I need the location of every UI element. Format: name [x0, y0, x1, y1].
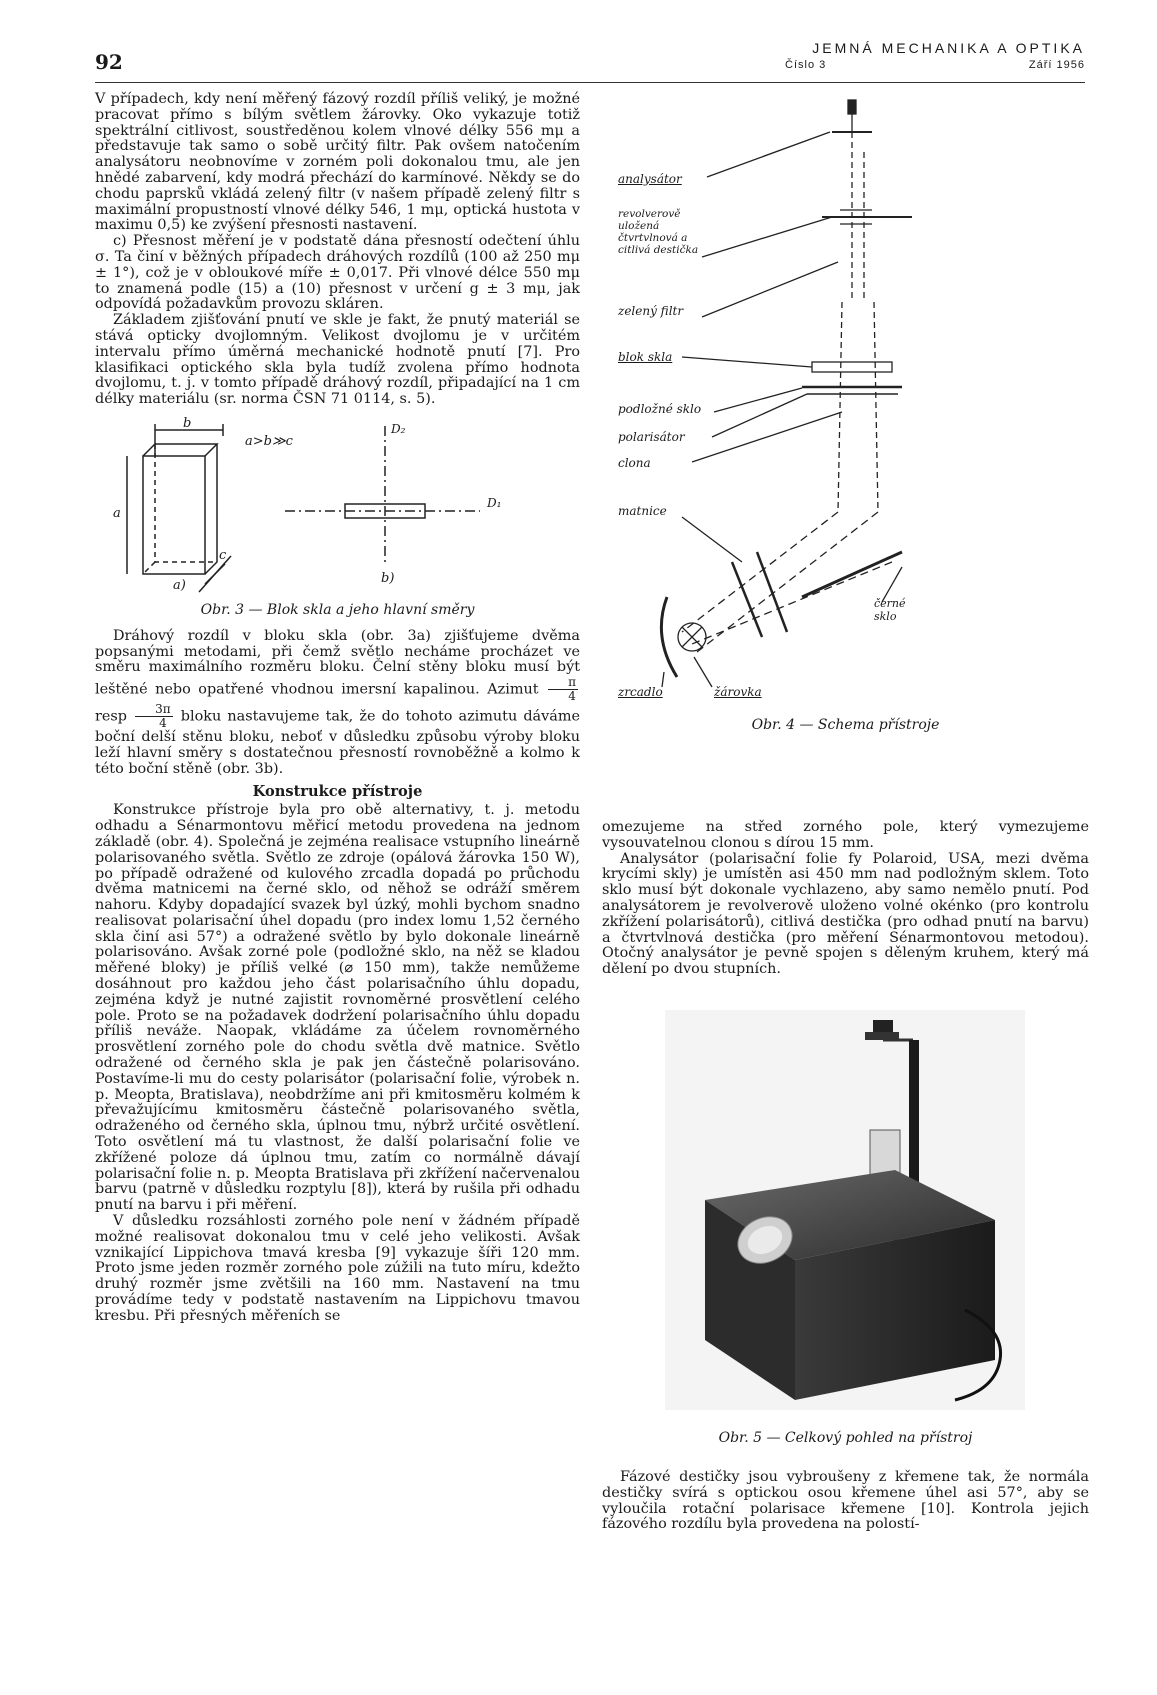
text-run: bloku nastavujeme tak, že do tohoto azimutu dáváme boční delší stěnu bloku, neboť v důsledku způsobu výroby bloku leží hlavní směry s dostatečnou přesností rovnoběžně a kolmo k této boční stěně (obr. 3b).	[95, 708, 581, 777]
fig3-label-c: c	[219, 547, 227, 563]
fig4-label-aperture: clona	[618, 456, 651, 470]
paragraph: Konstrukce přístroje byla pro obě alternativy, t. j. metodu odhadu a Sénarmontovu měřicí metodu provedena na jednom základě (obr. 4). Společná je zejména realisace vstupního lineárně polarisovaného světla. Světlo ze zdroje (opálová žárovka 150 W), po případě odražené od kulového zrcadla dopadá po průchodu dvěma matnicemi na černé sklo, od něhož se odráží směrem nahoru. Kdyby dopadající svazek byl úzký, mohli bychom snadno realisovat polarisační úhel dopadu (pro index lomu 1,52 černého skla činí asi 57°) a odražené světlo by bylo dokonale lineárně polarisováno. Avšak zorné pole (podložné sklo, na něž se kladou měřené bloky) je příliš velké (⌀ 150 mm), takže nemůžeme dosáhnout pro každou jeho část polarisačního úhlu dopadu, zejména když je nutné zajistit rovnoměrné prosvětlení celého pole. Proto se na požadavek dodržení polarisačního úhlu dopadu příliš neváže. Naopak, vkládáme za účelem rovnoměrného prosvětlení zorného pole do chodu světla dvě matnice. Světlo odražené od černého skla je pak jen částečně polarisováno. Postavíme-li mu do cesty polarisátor (polarisační folie, výrobek n. p. Meopta, Bratislava), neobdržíme ani při kmitosměru kolmém k převažujícímu kmitosměru částečně polarisovaného světla, odraženého od černého skla, úplnou tmu, nýbrž určité osvětlení. Toto osvětlení má tu vlastnost, že další polarisační folie ve zkřížené poloze dá úplnou tmu, zatím co normálně dávají polarisační folie n. p. Meopta Bratislava při zkřížení načervenalou barvu (patrně v důsledku rozptylu [8]), která by rušila při odhadu pnutí na barvu i při měření.	[95, 802, 580, 1214]
fig4-label-analysator: analysátor	[618, 172, 682, 186]
journal-meta	[785, 59, 1085, 71]
fig4-label-matnice: matnice	[618, 504, 667, 518]
text-run: resp	[95, 708, 127, 725]
fig3-d1: D₁	[487, 495, 502, 510]
fig3-label-b: b	[183, 415, 192, 431]
fraction-pi-4	[548, 676, 578, 703]
fraction-numerator: 3π	[135, 703, 173, 717]
paragraph: Základem zjišťování pnutí ve skle je fakt, že pnutý materiál se stává opticky dvojlomným. Velikost dvojlomu je v určitém intervalu přímo úměrná mechanické hodnotě pnutí [7]. Pro klasifikaci optického skla byla tudíž zvolena přímo hodnota dvojlomu, t. j. v tomto případě dráhový rozdíl, připadající na 1 cm délky materiálu (sr. norma ČSN 71 0114, s. 5).	[95, 312, 580, 408]
paragraph: V důsledku rozsáhlosti zorného pole není v žádném případě možné realisovat dokonalou tmu v celé jeho velikosti. Avšak vznikající Lippichova tmavá kresba [9] vykazuje šíři 120 mm. Proto jsme jeden rozměr zorného pole zúžili na tuto míru, kdežto druhý rozměr jsme zvětšili na 160 mm. Nastavení na tmu provádíme tedy v podstatě nastavením na Lippichovu tmavou kresbu. Při přesných měřeních se	[95, 1213, 580, 1324]
paragraph: Fázové destičky jsou vybroušeny z křemene tak, že normála destičky svírá s optickou osou křemene úhel asi 57°, aby se vyloučila rotační polarisace křemene [10]. Kontrola jejich fázového rozdílu byla provedena na polostí-	[602, 1469, 1089, 1533]
journal-header	[785, 40, 1085, 71]
paragraph: Analysátor (polarisační folie fy Polaroid, USA, mezi dvěma krycími skly) je umístěn asi 450 mm nad podložným sklem. Toto sklo musí být dokonale vychlazeno, aby samo nemělo pnutí. Pod analysátorem je revolverově uloženo volné okénko (pro kontrolu zkřížení polarisátorů), citlivá destička (pro odhad pnutí na barvu) a čtvrtvlnová destička (pro měření Sénarmontovou metodou). Otočný analysátor je pevně spojen s děleným kruhem, který má dělení po dvou stupních.	[602, 850, 1089, 978]
figure-3	[95, 416, 580, 601]
fraction-numerator: π	[548, 676, 578, 690]
paragraph: c) Přesnost měření je v podstatě dána přesností odečtení úhlu σ. Ta činí v běžných případech dráhových rozdílů (100 až 250 mμ ± 1°), což je v obloukové míře ± 0,017. Při vlnové délce 550 mμ to znamená podle (15) a (10) přesnost v určení g ± 3 mμ, jak odpovídá požadavkům provozu skláren.	[95, 233, 580, 313]
fig4-label-base-glass: podložné sklo	[618, 402, 702, 416]
paragraph: omezujeme na střed zorného pole, který vymezujeme vysouvatelnou clonou s dírou 15 mm.	[602, 819, 1089, 851]
right-column-text	[602, 820, 1089, 978]
fig4-label-mirror: zrcadlo	[618, 685, 663, 699]
figure-5-caption: Obr. 5 — Celkový pohled na přístroj	[718, 1430, 973, 1446]
fraction-denominator: 4	[159, 716, 167, 731]
issue-date: Září 1956	[1028, 59, 1085, 71]
fig4-label-polarisator: polarisátor	[618, 430, 685, 444]
fig3-sub-a: a)	[173, 577, 186, 593]
header-rule	[95, 82, 1085, 83]
fig3-label-a: a	[113, 505, 121, 521]
apparatus-photo	[665, 1010, 1025, 1410]
fraction-denominator: 4	[568, 689, 576, 704]
paragraph: V případech, kdy není měřený fázový rozdíl příliš veliký, je možné pracovat přímo s bílým světlem žárovky. Oko vykazuje totiž spektrální citlivost, soustředěnou kolem vlnové délky 556 mμ a představuje tak samo o sobě určitý filtr. Pak ovšem natočením analysátoru neobnovíme v zorném poli dokonalou tmu, ale jen hnědé zabarvení, kdy modrá přechází do karmínové. Někdy se do chodu paprsků vkládá zelený filtr (v našem případě zelený filtr s maximální propustností vlnové délky 546, 1 mμ, optická hustota v maximu 0,5) ke zvýšení přesnosti nastavení.	[95, 91, 580, 234]
figure-5-photo	[665, 1010, 1025, 1410]
issue-number: Číslo 3	[785, 59, 827, 71]
figure-4	[602, 92, 1089, 782]
fig3-ratio-label: a>b≫c	[245, 433, 293, 449]
fraction-3pi-4	[135, 703, 173, 730]
section-heading: Konstrukce přístroje	[252, 782, 423, 800]
right-column-bottom	[602, 1470, 1089, 1533]
paragraph	[95, 629, 580, 778]
fig4-label-glass-block: blok skla	[618, 350, 673, 364]
fig4-label-green-filter: zelený filtr	[618, 304, 684, 318]
fig4-label-lamp: žárovka	[714, 685, 762, 699]
figure-3-caption: Obr. 3 — Blok skla a jeho hlavní směry	[200, 601, 475, 618]
page-number: 92	[95, 50, 123, 74]
journal-name: JEMNÁ MECHANIKA A OPTIKA	[812, 40, 1085, 56]
left-column	[95, 92, 580, 1325]
fig4-label-revolver-plate: revolverově uložená čtvrtvlnová a citlivá destička	[618, 208, 699, 256]
fig3-d2: D₂	[391, 421, 406, 436]
figure-4-caption: Obr. 4 — Schema přístroje	[751, 717, 940, 733]
fig3-sub-b: b)	[381, 570, 395, 586]
figure-3-drawing	[95, 416, 580, 601]
fig4-label-black-glass: černé sklo	[874, 597, 906, 623]
text-run: Dráhový rozdíl v bloku skla (obr. 3a) zjišťujeme dvěma popsanými metodami, při čemž světlo necháme procházet ve směru maximálního rozměru bloku. Čelní stěny bloku musí být leštěné nebo opatřené vhodnou imersní kapalinou. Azimut	[95, 627, 580, 698]
